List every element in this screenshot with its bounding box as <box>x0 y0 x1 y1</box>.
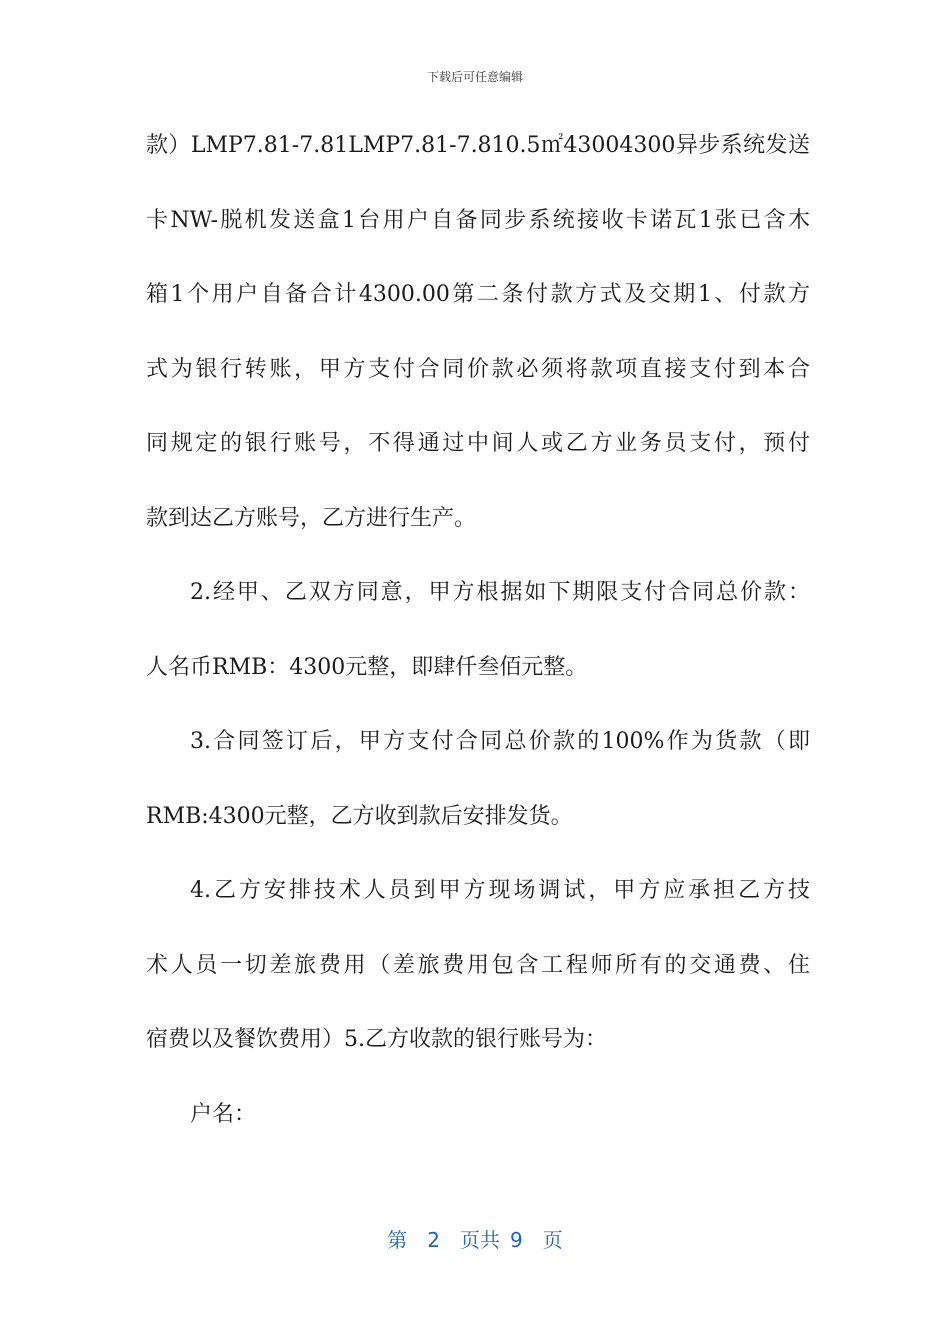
paragraph-start-line: 4.乙方安排技术人员到甲方现场调试，甲方应承担乙方技 <box>190 878 810 903</box>
text-line: 宿费以及餐饮费用）5.乙方收款的银行账号为： <box>146 1027 607 1052</box>
paragraph-start-line: 户名： <box>190 1101 257 1127</box>
page-prefix: 第 <box>387 1228 408 1252</box>
paragraph-start-line: 3.合同签订后，甲方支付合同总价款的100%作为货款（即 <box>190 729 810 754</box>
text-line: 术人员一切差旅费用（差旅费用包含工程师所有的交通费、住 <box>146 952 810 978</box>
text-line: 同规定的银行账号，不得通过中间人或乙方业务员支付，预付 <box>146 431 810 456</box>
text-line: 卡NW-脱机发送盒1台用户自备同步系统接收卡诺瓦1张已含木 <box>146 207 810 233</box>
text-line: 款）LMP7.81-7.81LMP7.81-7.810.5㎡43004300异步系统发送 <box>146 133 810 158</box>
header-note: 下载后可任意编辑 <box>426 70 523 84</box>
text-line: 人名币RMB：4300元整，即肆仟叁佰元整。 <box>146 654 588 680</box>
page-middle: 页共 <box>460 1228 500 1252</box>
current-page-number: 2 <box>427 1228 440 1252</box>
page-footer <box>0 1224 950 1253</box>
total-pages-number: 9 <box>510 1228 523 1252</box>
text-line: 款到达乙方账号，乙方进行生产。 <box>146 505 477 531</box>
text-line: RMB:4300元整，乙方收到款后安排发货。 <box>146 803 573 829</box>
text-line: 式为银行转账，甲方支付合同价款必须将款项直接支付到本合 <box>146 356 810 382</box>
paragraph-start-line: 2.经甲、乙双方同意，甲方根据如下期限支付合同总价款： <box>190 580 810 605</box>
body-text <box>146 120 810 1163</box>
text-line: 箱1个用户自备合计4300.00第二条付款方式及交期1、付款方 <box>146 282 810 307</box>
page-suffix: 页 <box>542 1228 563 1252</box>
